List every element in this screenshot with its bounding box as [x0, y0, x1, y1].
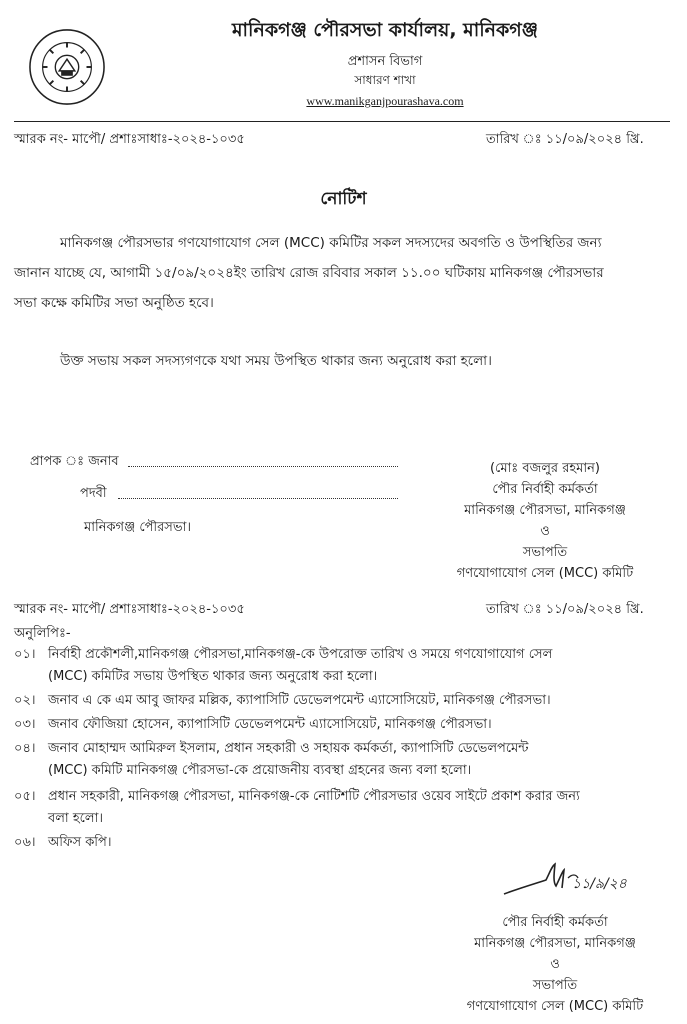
cc-heading: অনুলিপিঃ-: [14, 626, 71, 641]
signatory-bottom-title: পৌর নির্বাহী কর্মকর্তা: [502, 915, 608, 930]
signatory-and: ও: [540, 524, 550, 539]
recipient-to-label: প্রাপক ঃ জনাব: [30, 454, 119, 469]
office-title: মানিকগঞ্জ পৌরসভা কার্যালয়, মানিকগঞ্জ: [231, 19, 538, 41]
signatory-bottom-role: সভাপতি: [532, 978, 578, 993]
municipality-seal-logo: [28, 28, 106, 106]
notice-para2: উক্ত সভায় সকল সদস্যগণকে যথা সময় উপস্থিত থাকার জন্য অনুরোধ করা হলো।: [60, 353, 492, 369]
cc-date: তারিখ ঃ ১১/০৯/২০২৪ খ্রি.: [486, 602, 644, 617]
recipient-name-blank: [128, 454, 398, 467]
cc-item: [14, 714, 492, 736]
signatory-name: (মোঃ বজলুর রহমান): [489, 461, 601, 476]
cc-reference: স্মারক নং- মাপৌ/ প্রশাঃসাধাঃ-২০২৪-১০৩৫: [14, 602, 245, 617]
recipient-designation-label: পদবী: [80, 486, 107, 501]
notice-title: নোটিশ: [320, 189, 367, 209]
handwritten-signature: [500, 860, 650, 905]
cc-item: [14, 644, 552, 688]
cc-item-text: জনাব মোহাম্মদ আমিরুল ইসলাম, প্রধান সহকারী ও সহায়ক কর্মকর্তা, ক্যাপাসিটি ডেভেলপমেন্ট: [48, 741, 529, 756]
cc-item-text: জনাব ফৌজিয়া হোসেন, ক্যাপাসিটি ডেভেলপমেন্ট এ্যাসোসিয়েট, মানিকগঞ্জ পৌরসভা।: [48, 717, 492, 732]
signatory-committee: গণযোগাযোগ সেল (MCC) কমিটি: [456, 566, 634, 581]
cc-item-text-cont: বলা হলো।: [48, 811, 103, 826]
notice-para1-line1: মানিকগঞ্জ পৌরসভার গণযোগাযোগ সেল (MCC) কমিটির সকল সদস্যদের অবগতি ও উপস্থিতির জন্য: [60, 235, 602, 251]
notice-para1-line3: সভা কক্ষে কমিটির সভা অনুষ্ঠিত হবে।: [14, 295, 214, 311]
cc-item: [14, 786, 580, 830]
recipient-office: মানিকগঞ্জ পৌরসভা।: [84, 520, 191, 535]
signatory-bottom-office: মানিকগঞ্জ পৌরসভা, মানিকগঞ্জ: [474, 936, 636, 951]
signatory-title: পৌর নির্বাহী কর্মকর্তা: [492, 482, 598, 497]
cc-item-number: ০১।: [14, 647, 36, 662]
cc-item-number: ০৬।: [14, 835, 36, 850]
signatory-office: মানিকগঞ্জ পৌরসভা, মানিকগঞ্জ: [464, 503, 626, 518]
cc-item-text: প্রধান সহকারী, মানিকগঞ্জ পৌরসভা, মানিকগঞ্জ-কে নোটিশটি পৌরসভার ওয়েব সাইটে প্রকাশ করার জন্য: [48, 789, 580, 804]
department-name: প্রশাসন বিভাগ: [347, 54, 423, 69]
memo-reference: স্মারক নং- মাপৌ/ প্রশাঃসাধাঃ-২০২৪-১০৩৫: [14, 132, 245, 147]
cc-item: [14, 738, 529, 782]
cc-item-number: ০৩।: [14, 717, 36, 732]
memo-date: তারিখ ঃ ১১/০৯/২০২৪ খ্রি.: [486, 132, 644, 147]
cc-item-number: ০২।: [14, 693, 36, 708]
cc-item: [14, 832, 112, 854]
section-name: সাধারণ শাখা: [354, 73, 416, 87]
signatory-bottom-committee: গণযোগাযোগ সেল (MCC) কমিটি: [466, 999, 644, 1014]
cc-item-text: নির্বাহী প্রকৌশলী,মানিকগঞ্জ পৌরসভা,মানিকগঞ্জ-কে উপরোক্ত তারিখ ও সময়ে গণযোগাযোগ সেল: [48, 647, 553, 662]
cc-item-text: অফিস কপি।: [48, 835, 112, 850]
recipient-designation-blank: [118, 486, 398, 499]
header-divider: [14, 121, 670, 122]
cc-item-text-cont: (MCC) কমিটি মানিকগঞ্জ পৌরসভা-কে প্রয়োজনীয় ব্যবস্থা গ্রহনের জন্য বলা হলো।: [48, 763, 472, 778]
cc-item-number: ০৪।: [14, 741, 36, 756]
cc-item-text-cont: (MCC) কমিটির সভায় উপস্থিত থাকার জন্য অনুরোধ করা হলো।: [48, 669, 378, 684]
signatory-top: [420, 458, 670, 584]
cc-item-number: ০৫।: [14, 789, 36, 804]
cc-item: [14, 690, 551, 712]
website-link[interactable]: www.manikganjpourashava.com: [306, 94, 464, 108]
cc-item-text: জনাব এ কে এম আবু জাফর মল্লিক, ক্যাপাসিটি ডেভেলপমেন্ট এ্যাসোসিয়েট, মানিকগঞ্জ পৌরসভা।: [48, 693, 551, 708]
signatory-bottom: [440, 912, 670, 1017]
signatory-bottom-and: ও: [550, 957, 560, 972]
signatory-role: সভাপতি: [522, 545, 568, 560]
notice-para1-line2: জানান যাচ্ছে যে, আগামী ১৫/০৯/২০২৪ইং তারিখ রোজ রবিবার সকাল ১১.০০ ঘটিকায় মানিকগঞ্জ পৌরসভার: [14, 265, 604, 281]
signature-date: ১১/৯/২৪: [572, 876, 627, 892]
